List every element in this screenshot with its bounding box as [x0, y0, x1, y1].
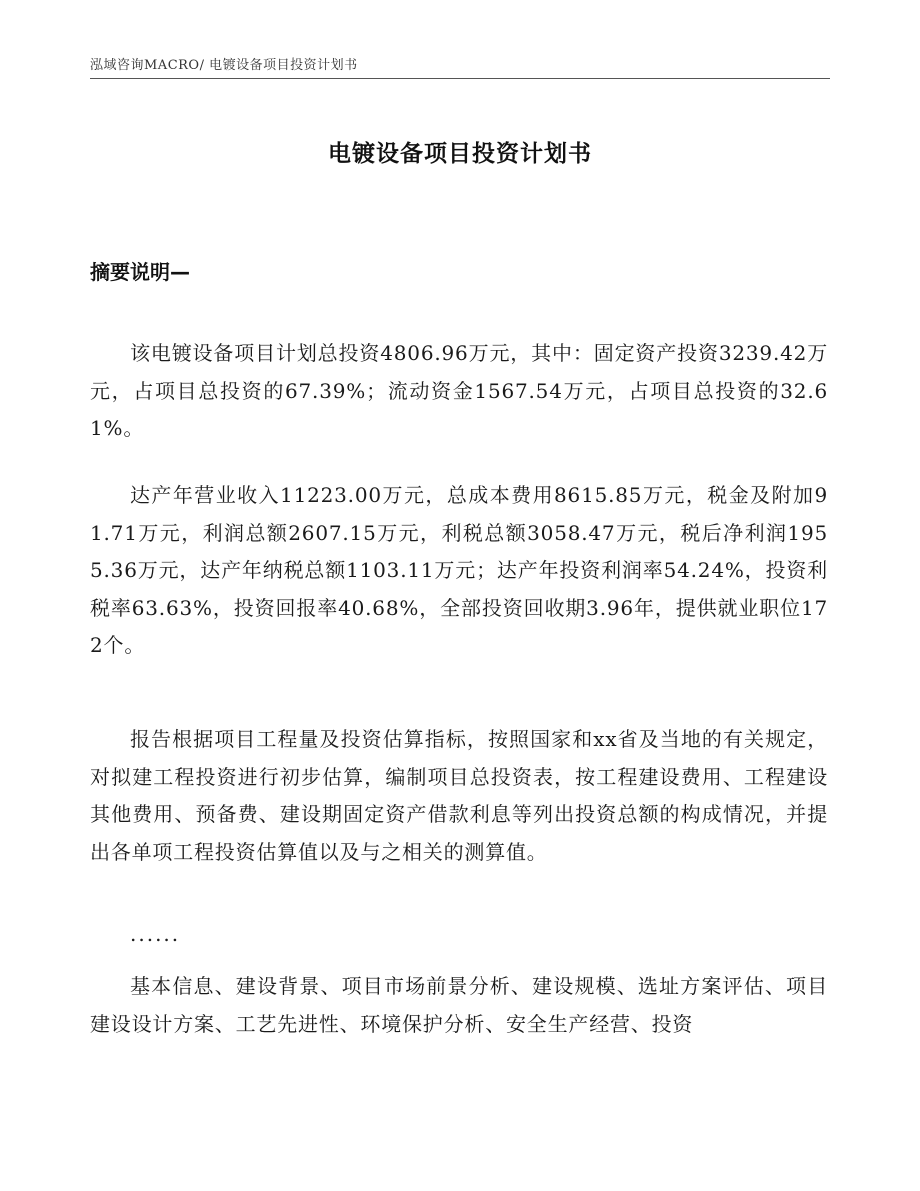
- paragraph-text: 报告根据项目工程量及投资估算指标，按照国家和xx省及当地的有关规定，对拟建工程投资进行初步估算，编制项目总投资表，按工程建设费用、工程建设其他费用、预备费、建设期固定资产借款利息等列出投资总额的构成情况，并提出各单项工程投资估算值以及与之相关的测算值。: [90, 727, 828, 864]
- paragraph-contents: [90, 968, 828, 1043]
- paragraph-estimation: [90, 721, 828, 871]
- paragraph-investment: [90, 335, 828, 448]
- section-heading: 摘要说明—: [90, 260, 190, 284]
- paragraph-text: 该电镀设备项目计划总投资4806.96万元，其中：固定资产投资3239.42万元，占项目总投资的67.39%；流动资金1567.54万元，占项目总投资的32.61%。: [90, 341, 828, 440]
- header-divider: [90, 78, 830, 79]
- paragraph-revenue: [90, 477, 828, 665]
- ellipsis: ......: [130, 922, 181, 946]
- paragraph-text: 基本信息、建设背景、项目市场前景分析、建设规模、选址方案评估、项目建设设计方案、工艺先进性、环境保护分析、安全生产经营、投资: [90, 974, 828, 1036]
- paragraph-text: 达产年营业收入11223.00万元，总成本费用8615.85万元，税金及附加91.71万元，利润总额2607.15万元，利税总额3058.47万元，税后净利润1955.36万元，达产年纳税总额1103.11万元；达产年投资利润率54.24%，投资利税率63.63%，投资回报率40.68%，全部投资回收期3.96年，提供就业职位172个。: [90, 483, 828, 657]
- document-title: 电镀设备项目投资计划书: [328, 141, 592, 167]
- header-breadcrumb: 泓域咨询MACRO/ 电镀设备项目投资计划书: [90, 58, 358, 73]
